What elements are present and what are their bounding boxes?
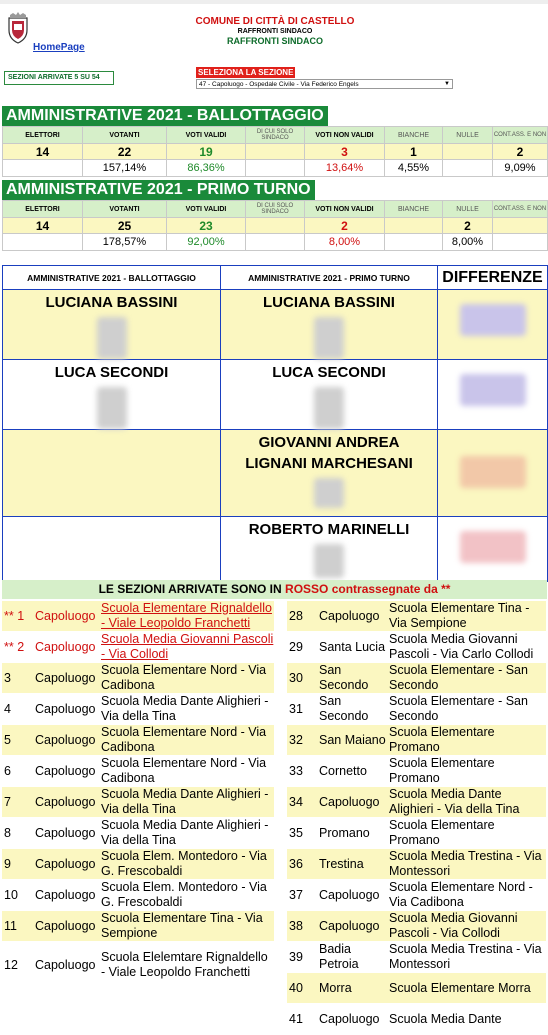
section-school-cell [389, 880, 546, 910]
percent-cell: 178,57% [83, 234, 167, 251]
percent-cell [385, 234, 443, 251]
column-header: VOTI NON VALIDI [305, 127, 385, 144]
candidate-row [3, 290, 548, 360]
difference-cell [438, 360, 548, 430]
value-cell: 2 [493, 144, 548, 160]
candidate-cell [3, 290, 221, 360]
difference-graphic [460, 374, 526, 406]
section-school-cell [389, 911, 546, 941]
section-location: Capoluogo [35, 856, 96, 871]
section-location: Morra [319, 980, 352, 995]
column-header: DI CUI SOLO SINDACO [246, 127, 305, 144]
difference-cell [438, 290, 548, 360]
column-header: BIANCHE [385, 201, 443, 218]
section-school: Scuola Elementare Nord - Via Cadibona [101, 756, 267, 785]
candidate-row [3, 360, 548, 430]
section-school: Scuola Elementare - San Secondo [389, 663, 528, 692]
value-cell: 22 [83, 144, 167, 160]
section-number: 31 [289, 701, 303, 716]
section-school: Scuola Elementare Promano [389, 725, 495, 754]
section-number: 40 [289, 980, 303, 995]
percent-cell [3, 160, 83, 177]
section-number: 8 [4, 825, 11, 840]
section-number: 30 [289, 670, 303, 685]
section-select-value: 47 - Capoluogo - Ospedale Civile - Via Federico Engels [199, 81, 359, 88]
sezioni-arrivate-count: SEZIONI ARRIVATE 5 SU 54 [4, 71, 114, 85]
value-cell: 14 [3, 144, 83, 160]
list-item [287, 632, 546, 663]
list-item [287, 849, 546, 880]
section-school-cell [101, 756, 274, 786]
page-header [0, 0, 548, 58]
homepage-link[interactable]: HomePage [33, 42, 85, 53]
section-number: 39 [289, 949, 303, 964]
value-cell [246, 218, 305, 234]
section-location: Capoluogo [35, 825, 96, 840]
top-rule [0, 0, 548, 4]
header-titles [160, 16, 390, 46]
sezioni-list-left [2, 601, 274, 989]
value-cell: 19 [167, 144, 246, 160]
section-school-cell [101, 818, 274, 848]
section-school-cell [101, 849, 274, 879]
section-school-cell [101, 911, 274, 941]
section-number: 11 [4, 918, 17, 933]
list-item [287, 942, 546, 973]
section-school-link[interactable]: Scuola Elementare Rignaldello - Viale Leopoldo Franchetti [101, 601, 272, 630]
section-school-cell [101, 632, 274, 662]
section-school-cell [389, 725, 546, 755]
column-header: VOTANTI [83, 201, 167, 218]
list-item [287, 725, 546, 756]
page-subtitle-green: RAFFRONTI SINDACO [227, 36, 323, 46]
list-item [2, 880, 274, 911]
candidate-photo [314, 317, 344, 359]
section-school: Scuola Elementare Tina - Via Sempione [101, 911, 263, 940]
percent-cell: 86,36% [167, 160, 246, 177]
section-location: Trestina [319, 856, 364, 871]
section-location: Badia Petroia [319, 942, 359, 971]
candidates-header-row [3, 266, 548, 290]
list-item [287, 973, 546, 1004]
section-school-cell [101, 601, 274, 631]
value-cell [246, 144, 305, 160]
percent-cell [493, 234, 548, 251]
list-item [287, 818, 546, 849]
col-primo-turno-header: AMMINISTRATIVE 2021 - PRIMO TURNO [221, 266, 438, 290]
section-location: Capoluogo [35, 794, 96, 809]
section-school-cell [389, 942, 546, 972]
ballottaggio-table [2, 126, 548, 177]
column-header: VOTANTI [83, 127, 167, 144]
section-school-cell [101, 725, 274, 755]
value-cell: 2 [305, 218, 385, 234]
section-school-cell [389, 632, 546, 662]
table-header-row [3, 127, 548, 144]
section-school: Scuola Elem. Montedoro - Via G. Frescobaldi [101, 849, 267, 878]
value-cell: 23 [167, 218, 246, 234]
section-school: Scuola Media Dante [389, 1011, 502, 1026]
list-item [2, 942, 274, 989]
section-number: 12 [4, 957, 18, 972]
percent-cell: 9,09% [493, 160, 548, 177]
section-number: ** 1 [4, 608, 25, 623]
values-row [3, 144, 548, 160]
section-location: Capoluogo [35, 608, 96, 623]
section-number: 36 [289, 856, 303, 871]
column-header: DI CUI SOLO SINDACO [246, 201, 305, 218]
candidate-name: LUCIANA BASSINI [45, 294, 178, 311]
candidate-name: LUCA SECONDI [272, 364, 386, 381]
section-location: Cornetto [319, 763, 367, 778]
list-item [287, 756, 546, 787]
candidate-cell [221, 290, 438, 360]
section-school: Scuola Media Trestina - Via Montessori [389, 849, 542, 878]
section-school: Scuola Media Trestina - Via Montessori [389, 942, 542, 971]
section-number: 34 [289, 794, 303, 809]
percent-cell [443, 160, 493, 177]
column-header: ELETTORI [3, 201, 83, 218]
column-header: BIANCHE [385, 127, 443, 144]
list-item [2, 756, 274, 787]
list-item [2, 818, 274, 849]
section-location: Capoluogo [319, 918, 380, 933]
primo-turno-table [2, 200, 548, 251]
primo-turno-title: AMMINISTRATIVE 2021 - PRIMO TURNO [2, 180, 315, 200]
section-location: Capoluogo [35, 957, 96, 972]
section-school: Scuola Media Dante Alighieri - Via della Tina [101, 787, 269, 816]
section-number: ** 2 [4, 639, 25, 654]
section-school-cell [101, 787, 274, 817]
column-header: CONT.ASS. E NON [493, 127, 548, 144]
table-header-row [3, 201, 548, 218]
section-school: Scuola Elem. Montedoro - Via G. Frescobaldi [101, 880, 267, 909]
section-school-link[interactable]: Scuola Media Giovanni Pascoli - Via Collodi [101, 632, 274, 661]
section-school: Scuola Elementare Promano [389, 756, 495, 785]
legend-red-word: ROSSO [285, 582, 329, 596]
section-number: 37 [289, 887, 303, 902]
list-item[interactable] [2, 632, 274, 663]
list-item [2, 849, 274, 880]
candidate-row [3, 430, 548, 517]
candidate-photo [314, 387, 344, 429]
list-item [287, 787, 546, 818]
candidate-cell [3, 430, 221, 517]
arrivate-legend [2, 580, 547, 599]
section-number: 3 [4, 670, 11, 685]
list-item [2, 725, 274, 756]
column-header: VOTI VALIDI [167, 127, 246, 144]
section-location: Capoluogo [319, 887, 380, 902]
section-school: Scuola Media Dante Alighieri - Via della Tina [101, 694, 269, 723]
section-school: Scuola Elementare Nord - Via Cadibona [101, 725, 267, 754]
sezioni-list-right [287, 601, 546, 1035]
col-differenze-header: DIFFERENZE [438, 266, 548, 290]
section-school: Scuola Elementare Morra [389, 980, 531, 995]
percent-row [3, 160, 548, 177]
section-number: 35 [289, 825, 303, 840]
section-location: San Maiano [319, 732, 386, 747]
list-item [287, 601, 546, 632]
candidate-name: LUCIANA BASSINI [263, 294, 395, 311]
candidate-row [3, 517, 548, 582]
legend-text: LE SEZIONI ARRIVATE SONO IN [98, 582, 286, 596]
candidate-photo [97, 317, 127, 359]
section-location: Capoluogo [35, 701, 96, 716]
section-number: 4 [4, 701, 11, 716]
value-cell [443, 144, 493, 160]
list-item [2, 663, 274, 694]
section-number: 10 [4, 887, 18, 902]
section-location: Capoluogo [319, 794, 380, 809]
legend-marker: contrassegnate da ** [328, 582, 451, 596]
list-item [287, 911, 546, 942]
section-number: 5 [4, 732, 11, 747]
section-number: 41 [289, 1011, 303, 1026]
section-school-cell [389, 849, 546, 879]
section-school-cell [389, 601, 546, 631]
difference-cell [438, 517, 548, 582]
section-school-cell [389, 694, 546, 724]
percent-cell: 157,14% [83, 160, 167, 177]
chevron-down-icon[interactable]: ▼ [444, 81, 450, 87]
section-school-cell [389, 818, 546, 848]
section-location: Capoluogo [35, 887, 96, 902]
city-crest-icon [5, 12, 31, 44]
ballottaggio-title: AMMINISTRATIVE 2021 - BALLOTTAGGIO [2, 106, 328, 126]
section-school: Scuola Elementare Tina - Via Sempione [389, 601, 530, 630]
list-item [287, 1004, 546, 1035]
section-select[interactable] [196, 79, 453, 89]
column-header: ELETTORI [3, 127, 83, 144]
list-item [287, 880, 546, 911]
section-number: 9 [4, 856, 11, 871]
value-cell [493, 218, 548, 234]
percent-cell: 4,55% [385, 160, 443, 177]
section-location: Capoluogo [35, 918, 96, 933]
section-location: Capoluogo [35, 732, 96, 747]
percent-row [3, 234, 548, 251]
value-cell: 2 [443, 218, 493, 234]
section-school: Scuola Elementare Promano [389, 818, 495, 847]
column-header: CONT.ASS. E NON [493, 201, 548, 218]
section-school: Scuola Media Dante Alighieri - Via della Tina [101, 818, 269, 847]
list-item [2, 911, 274, 942]
section-school-cell [389, 756, 546, 786]
difference-graphic [460, 456, 526, 488]
section-location: Capoluogo [35, 639, 96, 654]
section-school-cell [389, 973, 546, 1003]
page-subtitle: RAFFRONTI SINDACO [237, 28, 313, 35]
difference-graphic [460, 531, 526, 563]
list-item [2, 694, 274, 725]
percent-cell: 8,00% [305, 234, 385, 251]
candidate-photo [97, 387, 127, 429]
section-location: Santa Lucia [319, 639, 386, 654]
percent-cell [246, 160, 305, 177]
section-school-cell [101, 663, 274, 693]
select-section-label: SELEZIONA LA SEZIONE [198, 68, 294, 77]
section-location: Capoluogo [319, 608, 380, 623]
section-school-cell [101, 694, 274, 724]
candidate-cell [3, 517, 221, 582]
value-cell: 14 [3, 218, 83, 234]
candidate-cell [221, 430, 438, 517]
section-number: 38 [289, 918, 303, 933]
difference-cell [438, 430, 548, 517]
section-school: Scuola Elelemtare Rignaldello - Viale Leopoldo Franchetti [101, 950, 268, 979]
candidate-photo [314, 478, 344, 508]
section-school-cell [101, 942, 274, 988]
section-location: Capoluogo [35, 763, 96, 778]
percent-cell [3, 234, 83, 251]
section-school-cell [389, 1004, 546, 1034]
candidate-cell [221, 360, 438, 430]
percent-cell [246, 234, 305, 251]
candidate-name: GIOVANNI ANDREA LIGNANI MARCHESANI [245, 434, 413, 472]
section-number: 32 [289, 732, 303, 747]
values-row [3, 218, 548, 234]
candidate-photo [314, 544, 344, 578]
value-cell: 1 [385, 144, 443, 160]
column-header: NULLE [443, 127, 493, 144]
section-school: Scuola Elementare Nord - Via Cadibona [389, 880, 533, 909]
section-school-cell [389, 663, 546, 693]
column-header: VOTI NON VALIDI [305, 201, 385, 218]
section-location: San Secondo [319, 694, 369, 723]
section-location: Promano [319, 825, 370, 840]
section-number: 6 [4, 763, 11, 778]
column-header: VOTI VALIDI [167, 201, 246, 218]
section-school: Scuola Media Giovanni Pascoli - Via Carlo Collodi [389, 632, 534, 661]
section-location: Capoluogo [319, 1011, 380, 1026]
list-item [287, 694, 546, 725]
list-item [287, 663, 546, 694]
candidate-cell [3, 360, 221, 430]
difference-graphic [460, 304, 526, 336]
candidates-table [2, 265, 548, 582]
list-item [2, 787, 274, 818]
section-number: 33 [289, 763, 303, 778]
section-school-cell [101, 880, 274, 910]
section-number: 28 [289, 608, 303, 623]
section-location: Capoluogo [35, 670, 96, 685]
section-school: Scuola Media Dante Alighieri - Via della Tina [389, 787, 520, 816]
section-location: San Secondo [319, 663, 369, 692]
section-school-cell [389, 787, 546, 817]
column-header: NULLE [443, 201, 493, 218]
section-school: Scuola Media Giovanni Pascoli - Via Collodi [389, 911, 518, 940]
section-school: Scuola Elementare - San Secondo [389, 694, 528, 723]
value-cell: 25 [83, 218, 167, 234]
percent-cell: 92,00% [167, 234, 246, 251]
candidate-cell [221, 517, 438, 582]
percent-cell: 8,00% [443, 234, 493, 251]
section-school: Scuola Elementare Nord - Via Cadibona [101, 663, 267, 692]
section-number: 29 [289, 639, 303, 654]
list-item[interactable] [2, 601, 274, 632]
col-ballottaggio-header: AMMINISTRATIVE 2021 - BALLOTTAGGIO [3, 266, 221, 290]
percent-cell: 13,64% [305, 160, 385, 177]
candidate-name: LUCA SECONDI [54, 364, 169, 381]
value-cell: 3 [305, 144, 385, 160]
section-number: 7 [4, 794, 11, 809]
value-cell [385, 218, 443, 234]
candidate-name: ROBERTO MARINELLI [248, 521, 410, 538]
page-title: COMUNE DI CITTÀ DI CASTELLO [195, 16, 355, 27]
